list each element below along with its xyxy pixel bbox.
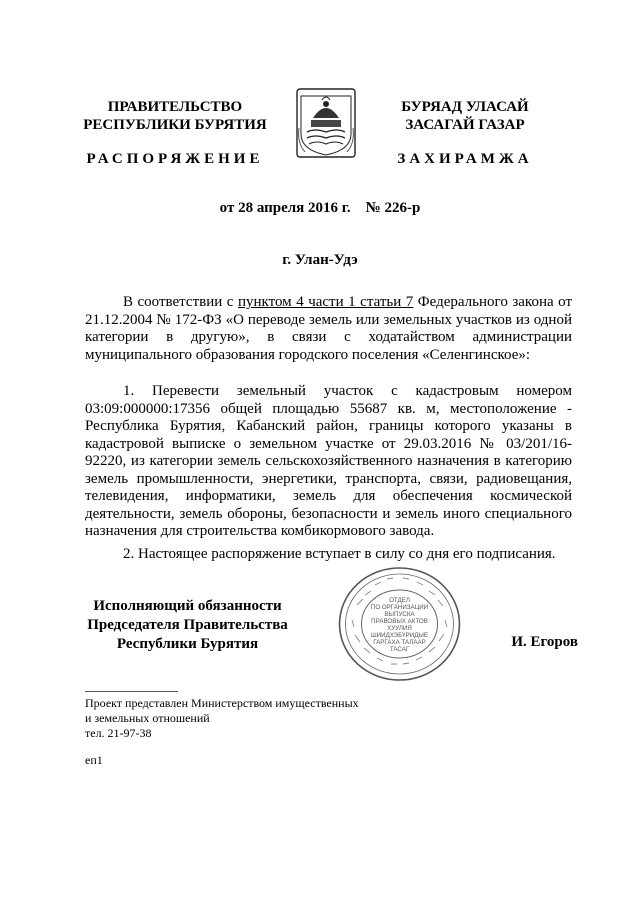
preamble-paragraph bbox=[85, 294, 572, 364]
footer-line2: и земельных отношений bbox=[85, 711, 210, 725]
document-date-number: от 28 апреля 2016 г. № 226-р bbox=[219, 200, 421, 216]
stamp-text-line7: ГАРГАХА ТАЛААР bbox=[373, 639, 426, 646]
stamp-text-line2: ПО ОРГАНИЗАЦИИ bbox=[370, 604, 429, 611]
signatory-name: И. Егоров bbox=[511, 634, 578, 650]
header-left-line2: РЕСПУБЛИКИ БУРЯТИЯ bbox=[83, 117, 267, 133]
preamble-rest: Федерального закона от 21.12.2004 № 172-ФЗ «О переводе земель или земельных участков из одной категории в другую», в связи с ходатайством администрации муниципального образования городского поселения «Селенгинское»: bbox=[85, 294, 572, 363]
stamp-text-line1: ОТДЕЛ bbox=[389, 597, 410, 604]
coat-of-arms-emblem bbox=[295, 88, 357, 160]
stamp-text-line3: ВЫПУСКА bbox=[384, 611, 415, 618]
order-item-2: 2. Настоящее распоряжение вступает в силу со дня его подписания. bbox=[123, 546, 556, 562]
header-right-line1: БУРЯАД УЛАСАЙ bbox=[401, 99, 529, 115]
header-left-doc-type: РАСПОРЯЖЕНИЕ bbox=[86, 151, 264, 167]
footer-line1: Проект представлен Министерством имущественных bbox=[85, 696, 359, 710]
header-left-line1: ПРАВИТЕЛЬСТВО bbox=[107, 99, 243, 115]
signatory-title-line2: Председателя Правительства bbox=[87, 617, 288, 633]
footer-code: еп1 bbox=[85, 753, 103, 767]
stamp-text-line5: ХУУЛИЯ bbox=[387, 625, 412, 632]
signatory-title bbox=[75, 597, 300, 654]
signatory-title-line1: Исполняющий обязанности bbox=[93, 598, 282, 614]
signatory-title-line3: Республики Бурятия bbox=[116, 636, 259, 652]
official-stamp-seal bbox=[337, 565, 462, 683]
order-item-1: 1. Перевести земельный участок с кадастровым номером 03:09:000000:17356 общей площадью 55687 кв. м, местоположение - Республика Бурятия, Кабанский район, границы которого указаны в кадастровой выписке о земельном участке от 29.03.2016 № 03/201/16-92220, из категории земель сельскохозяйственного назначения в категорию земель промышленности, энергетики, транспорта, связи, радиовещания, телевидения, информатики, земель для обеспечения космической деятельности, земель обороны, безопасности и земель иного специального назначения для строительства комбикормового завода. bbox=[85, 383, 572, 539]
stamp-text-line6: ШИИДХЭБҮРИДЫЕ bbox=[371, 632, 428, 639]
footer-phone: тел. 21-97-38 bbox=[85, 726, 152, 740]
document-city: г. Улан-Удэ bbox=[282, 252, 358, 268]
header-right-line2: ЗАСАГАЙ ГАЗАР bbox=[405, 117, 525, 133]
header-left bbox=[75, 98, 275, 134]
header-right-doc-type: ЗАХИРАМЖА bbox=[397, 151, 533, 167]
footer-divider bbox=[85, 691, 178, 692]
stamp-text-line4: ПРАВОВЫХ АКТОВ bbox=[371, 618, 428, 625]
preamble-intro: В соответствии с bbox=[123, 294, 238, 310]
footer-note bbox=[85, 696, 485, 741]
law-article-link[interactable]: пунктом 4 части 1 статьи 7 bbox=[237, 294, 414, 310]
stamp-text-line8: ТАСАГ bbox=[389, 646, 410, 653]
header-right bbox=[365, 98, 565, 134]
